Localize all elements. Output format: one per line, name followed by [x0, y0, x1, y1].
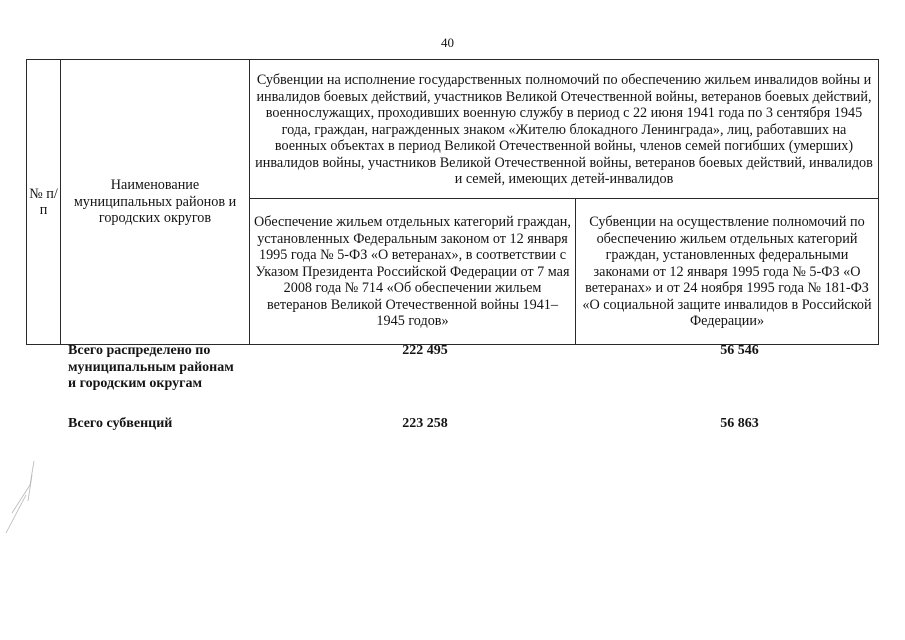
distributed-total-value-b: 56 546: [720, 343, 759, 358]
subsidy-table: [26, 59, 879, 345]
grand-total-value-b: 56 863: [720, 416, 759, 431]
header-number: № п/п: [29, 185, 58, 218]
page-number: 40: [441, 35, 454, 50]
header-sub-a: Обеспечение жильем отдельных категорий граждан, установленных Федеральным законом от 12 января 1995 года № 5-ФЗ «О ветеранах», в соответствии с Указом Президента Российской Федерации от 7 мая 2008 года № 714 «Об обеспечении жильем ветеранов Великой Отечественной войны 1941–1945 годов»: [254, 214, 571, 330]
distributed-total-value-a: 222 495: [402, 343, 448, 358]
margin-pencil-mark: [0, 455, 60, 555]
header-number-cell: [27, 60, 61, 345]
header-main-cell: [250, 60, 879, 199]
header-main: Субвенции на исполнение государственных полномочий по обеспечению жильем инвалидов войны и инвалидов боевых действий, участников Великой Отечественной войны, ветеранов боевых действий, военнослужащих, проходивших военную службу в период с 22 июня 1941 года по 3 сентября 1945 года, граждан, награжденных знаком «Жителю блокадного Ленинграда», лиц, работавших на военных объектах в период Великой Отечественной войны, членов семей погибших (умерших) инвалидов войны, участников Великой Отечественной войны, ветеранов боевых действий, инвалидов и семей, имеющих детей-инвалидов: [255, 72, 873, 188]
header-sub-b-cell: [576, 199, 879, 345]
header-name: Наименование муниципальных районов и городских округов: [73, 177, 237, 227]
header-sub-b: Субвенции на осуществление полномочий по обеспечению жильем отдельных категорий граждан, установленных федеральными законами от 12 января 1995 года № 5-ФЗ «О ветеранах» и от 24 ноября 1995 года № 181-ФЗ «О социальной защите инвалидов в Российской Федерации»: [582, 214, 872, 330]
grand-total-label: Всего субвенций: [68, 416, 173, 431]
header-name-cell: [61, 60, 250, 345]
header-sub-a-cell: [250, 199, 576, 345]
grand-total-value-a: 223 258: [402, 416, 448, 431]
distributed-total-label: Всего распределено по муниципальным районам и городским округам: [68, 343, 234, 391]
